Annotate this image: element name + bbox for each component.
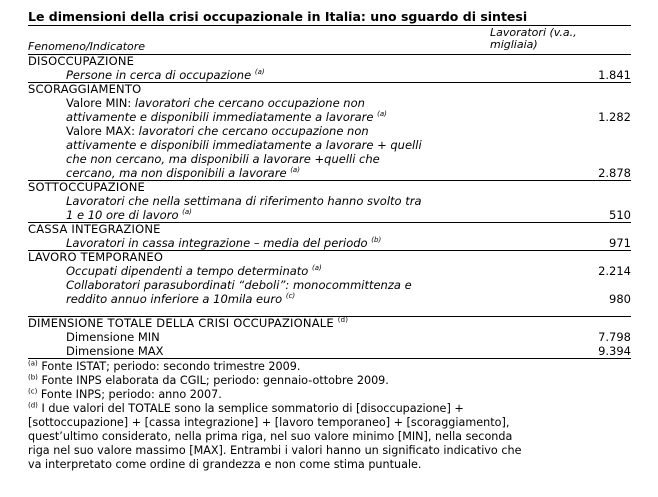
footnote-b: $^{(b)}$ Fonte INPS elaborata da CGIL; periodo: gennaio-ottobre 2009. <box>28 373 389 387</box>
table-row <box>28 96 631 124</box>
document <box>28 8 631 472</box>
section-disoccupazione <box>28 55 631 83</box>
row-value: 971 <box>609 236 631 250</box>
footnotes <box>28 359 631 472</box>
section-title: SCORAGGIAMENTO <box>28 82 142 96</box>
table-row <box>28 278 631 306</box>
section-sottoccupazione <box>28 181 631 223</box>
footnote-d-line2: [sottoccupazione] + [cassa integrazione] + [lavoro temporaneo] + [scoraggiamento], <box>28 416 510 429</box>
footnote-c: $^{(c)}$ Fonte INPS; periodo: anno 2007. <box>28 387 222 401</box>
table-header <box>28 26 631 55</box>
unit-header-line2: migliaia) <box>490 38 538 51</box>
row-label: Dimensione MIN <box>66 330 160 344</box>
section-title: CASSA INTEGRAZIONE <box>28 222 161 236</box>
row-value: 9.394 <box>598 344 631 358</box>
footnote-d-line4: riga nel suo valore massimo [MAX]. Entrambi i valori hanno un significato indicativo che <box>28 444 522 457</box>
row-label: Lavoratori in cassa integrazione – media del periodo $^{(b)}$ <box>66 236 382 250</box>
unit-column-header <box>490 27 610 51</box>
row-value: 2.214 <box>598 264 631 278</box>
footnote-ref: (a) <box>377 110 387 119</box>
footnote-d-line5: va interpretato come ordine di grandezza e non come stima puntuale. <box>28 458 422 471</box>
footnote-d-line3: quest’ultimo considerato, nella prima riga, nel suo valore minimo [MIN], nella seconda <box>28 430 513 443</box>
table-row <box>28 68 631 82</box>
row-label: Dimensione MAX <box>66 344 164 358</box>
table-row <box>28 124 631 180</box>
section-cassa-integrazione <box>28 223 631 251</box>
section-scoraggiamento <box>28 83 631 181</box>
row-value: 1.282 <box>598 110 631 124</box>
row-label: Lavoratori che nella settimana di riferimento hanno svolto tra 1 e 10 ore di lavoro $^{(a)}$ <box>66 194 422 222</box>
row-label: Collaboratori parasubordinati “deboli”: monocommittenza e reddito annuo inferiore a 10mila euro $^{(c)}$ <box>66 278 412 306</box>
footnote-ref: (a) <box>254 68 265 77</box>
table-row <box>28 264 631 278</box>
row-value: 980 <box>609 292 631 306</box>
section-title: DIMENSIONE TOTALE DELLA CRISI OCCUPAZIONALE $^{(d)}$ <box>28 316 349 330</box>
section-lavoro-temporaneo <box>28 251 631 306</box>
row-value: 1.841 <box>598 68 631 82</box>
footnote-ref: (a) <box>290 166 300 175</box>
row-label: Valore MIN: lavoratori che cercano occupazione non attivamente e disponibili immediatamente a lavorare $^{(a)}$ <box>66 96 387 124</box>
table-row <box>28 330 631 344</box>
table-row <box>28 344 631 358</box>
section-title: DISOCCUPAZIONE <box>28 54 135 68</box>
section-title: SOTTOCCUPAZIONE <box>28 180 145 194</box>
row-value: 7.798 <box>598 330 631 344</box>
table-row <box>28 194 631 222</box>
indicator-column-header: Fenomeno/Indicatore <box>28 40 146 53</box>
section-title: LAVORO TEMPORANEO <box>28 250 164 264</box>
footnote-ref: (c) <box>285 292 296 301</box>
row-label: Occupati dipendenti a tempo determinato $^{(a)}$ <box>66 264 322 278</box>
row-label: Persone in cerca di occupazione $^{(a)}$ <box>66 68 265 82</box>
unit-header-line1: Lavoratori (v.a., <box>490 26 577 39</box>
section-totale <box>28 317 631 359</box>
table-row <box>28 236 631 250</box>
footnote-ref: (b) <box>371 236 382 245</box>
footnote-ref: (a) <box>311 264 322 273</box>
row-value: 2.878 <box>598 166 631 180</box>
row-value: 510 <box>609 208 631 222</box>
footnote-d: $^{(d)}$ I due valori del TOTALE sono la semplice sommatorio di [disoccupazione] + <box>28 401 464 415</box>
footnote-a: $^{(a)}$ Fonte ISTAT; periodo: secondo trimestre 2009. <box>28 359 301 373</box>
table-title: Le dimensioni della crisi occupazionale in Italia: uno sguardo di sintesi <box>28 8 631 26</box>
row-label: Valore MAX: lavoratori che cercano occupazione non attivamente e disponibili immediatamente a lavorare + quelli che non cercano, ma disponibili a lavorare +quelli che cercano, ma non disponibili a lavorare $^{(a)}$ <box>66 124 422 180</box>
footnote-ref: (d) <box>337 316 349 325</box>
footnote-ref: (a) <box>182 208 192 217</box>
